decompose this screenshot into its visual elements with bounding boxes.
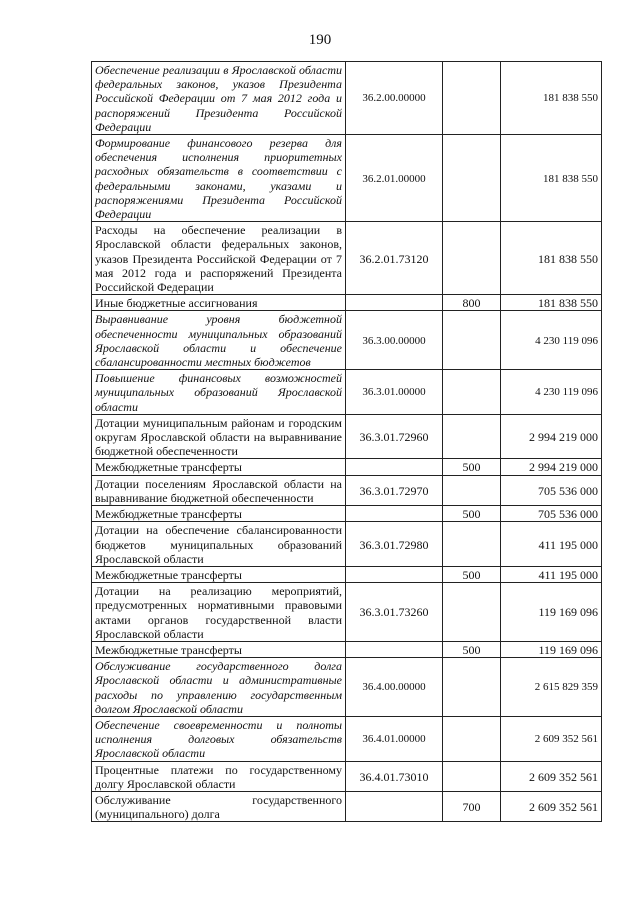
table-row	[92, 311, 602, 370]
table-row	[92, 135, 602, 222]
amount-cell: 181 838 550	[501, 295, 602, 311]
table-row	[92, 566, 602, 582]
expense-type-cell	[443, 583, 501, 642]
table-row	[92, 295, 602, 311]
amount-cell: 119 169 096	[501, 641, 602, 657]
table-row	[92, 370, 602, 415]
expense-type-cell	[443, 658, 501, 717]
expense-type-cell: 500	[443, 506, 501, 522]
name-cell: Дотации муниципальным районам и городским округам Ярославской области на выравнивание бюджетной обеспеченности	[92, 414, 346, 459]
name-cell: Процентные платежи по государственному долгу Ярославской области	[92, 761, 346, 791]
table-row	[92, 414, 602, 459]
table-row	[92, 761, 602, 791]
code-cell: 36.4.01.73010	[346, 761, 443, 791]
expense-type-cell	[443, 716, 501, 761]
expense-type-cell	[443, 761, 501, 791]
code-cell	[346, 506, 443, 522]
name-cell: Расходы на обеспечение реализации в Ярославской области федеральных законов, указов Президента Российской Федерации от 7 мая 2012 года и распоряжений Президента Российской Федерации	[92, 222, 346, 295]
table-row	[92, 222, 602, 295]
expense-type-cell	[443, 222, 501, 295]
expense-type-cell	[443, 62, 501, 135]
expense-type-cell	[443, 311, 501, 370]
amount-cell: 2 609 352 561	[501, 716, 602, 761]
table-row	[92, 641, 602, 657]
name-cell: Обслуживание государственного (муниципального) долга	[92, 791, 346, 821]
amount-cell: 2 994 219 000	[501, 459, 602, 475]
code-cell	[346, 566, 443, 582]
table-row	[92, 475, 602, 505]
page-number: 190	[308, 32, 332, 48]
name-cell: Иные бюджетные ассигнования	[92, 295, 346, 311]
amount-cell: 411 195 000	[501, 566, 602, 582]
code-cell: 36.3.00.00000	[346, 311, 443, 370]
name-cell: Межбюджетные трансферты	[92, 566, 346, 582]
code-cell	[346, 791, 443, 821]
name-cell: Выравнивание уровня бюджетной обеспеченности муниципальных образований Ярославской области и обеспечение сбалансированности местных бюджетов	[92, 311, 346, 370]
expense-type-cell: 800	[443, 295, 501, 311]
name-cell: Обеспечение своевременности и полноты исполнения долговых обязательств Ярославской области	[92, 716, 346, 761]
amount-cell: 2 615 829 359	[501, 658, 602, 717]
amount-cell: 181 838 550	[501, 222, 602, 295]
amount-cell: 411 195 000	[501, 522, 602, 567]
budget-table-body	[92, 62, 602, 822]
amount-cell: 2 994 219 000	[501, 414, 602, 459]
amount-cell: 2 609 352 561	[501, 761, 602, 791]
name-cell: Межбюджетные трансферты	[92, 506, 346, 522]
name-cell: Межбюджетные трансферты	[92, 641, 346, 657]
amount-cell: 2 609 352 561	[501, 791, 602, 821]
amount-cell: 4 230 119 096	[501, 311, 602, 370]
expense-type-cell: 500	[443, 459, 501, 475]
amount-cell: 705 536 000	[501, 506, 602, 522]
expense-type-cell	[443, 475, 501, 505]
table-row	[92, 506, 602, 522]
amount-cell: 181 838 550	[501, 62, 602, 135]
amount-cell: 705 536 000	[501, 475, 602, 505]
code-cell: 36.2.01.73120	[346, 222, 443, 295]
code-cell: 36.2.00.00000	[346, 62, 443, 135]
amount-cell: 181 838 550	[501, 135, 602, 222]
expense-type-cell	[443, 522, 501, 567]
budget-table	[91, 61, 602, 822]
amount-cell: 4 230 119 096	[501, 370, 602, 415]
name-cell: Дотации на обеспечение сбалансированности бюджетов муниципальных образований Ярославской области	[92, 522, 346, 567]
name-cell: Дотации поселениям Ярославской области на выравнивание бюджетной обеспеченности	[92, 475, 346, 505]
code-cell	[346, 641, 443, 657]
table-row	[92, 62, 602, 135]
table-row	[92, 522, 602, 567]
table-row	[92, 583, 602, 642]
name-cell: Дотации на реализацию мероприятий, предусмотренных нормативными правовыми актами органов государственной власти Ярославской области	[92, 583, 346, 642]
name-cell: Обеспечение реализации в Ярославской области федеральных законов, указов Президента Российской Федерации от 7 мая 2012 года и распоряжений Президента Российской Федерации	[92, 62, 346, 135]
amount-cell: 119 169 096	[501, 583, 602, 642]
name-cell: Повышение финансовых возможностей муниципальных образований Ярославской области	[92, 370, 346, 415]
code-cell: 36.2.01.00000	[346, 135, 443, 222]
code-cell: 36.3.01.72970	[346, 475, 443, 505]
table-row	[92, 791, 602, 821]
code-cell	[346, 295, 443, 311]
table-row	[92, 459, 602, 475]
name-cell: Обслуживание государственного долга Ярославской области и административные расходы по управлению государственным долгом Ярославской области	[92, 658, 346, 717]
code-cell: 36.4.01.00000	[346, 716, 443, 761]
expense-type-cell	[443, 135, 501, 222]
expense-type-cell	[443, 370, 501, 415]
code-cell: 36.4.00.00000	[346, 658, 443, 717]
expense-type-cell: 500	[443, 641, 501, 657]
name-cell: Межбюджетные трансферты	[92, 459, 346, 475]
expense-type-cell	[443, 414, 501, 459]
code-cell: 36.3.01.73260	[346, 583, 443, 642]
expense-type-cell: 500	[443, 566, 501, 582]
code-cell: 36.3.01.72980	[346, 522, 443, 567]
table-row	[92, 658, 602, 717]
table-row	[92, 716, 602, 761]
code-cell: 36.3.01.72960	[346, 414, 443, 459]
code-cell: 36.3.01.00000	[346, 370, 443, 415]
code-cell	[346, 459, 443, 475]
name-cell: Формирование финансового резерва для обеспечения исполнения приоритетных расходных обязательств в соответствии с федеральными законами, указами и распоряжениями Президента Российской Федерации	[92, 135, 346, 222]
expense-type-cell: 700	[443, 791, 501, 821]
